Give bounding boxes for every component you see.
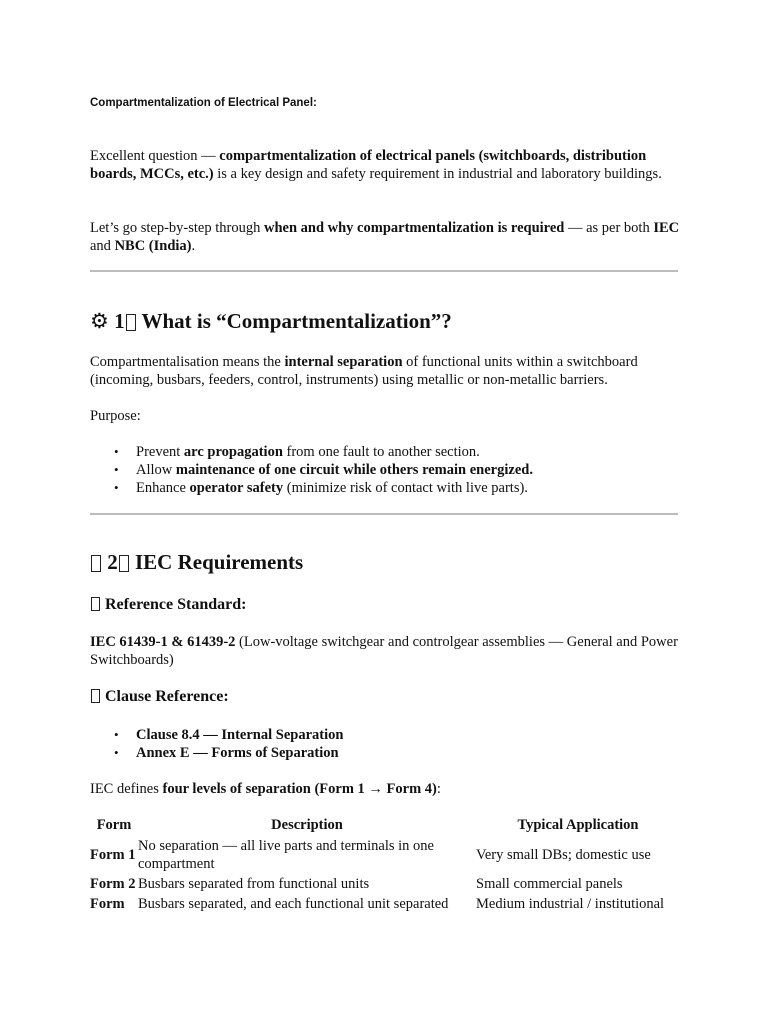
list-item <box>90 461 680 479</box>
purpose-list <box>90 443 680 497</box>
section-divider <box>90 513 678 515</box>
nbc-bold: NBC (India) <box>114 238 192 254</box>
column-header: Form <box>96 817 132 833</box>
iec-bold: IEC <box>653 220 680 236</box>
bullet-bold: operator safety <box>189 480 284 496</box>
form-cell: Form 2 <box>90 876 136 892</box>
missing-glyph-icon <box>91 689 100 703</box>
period-text: . <box>191 238 196 254</box>
missing-glyph-icon <box>126 314 136 331</box>
description-cell: Busbars separated from functional units <box>138 876 370 892</box>
bullet-text: Prevent <box>136 444 184 460</box>
clause-reference-heading <box>90 687 229 707</box>
bullet-text-end: (minimize risk of contact with live parts). <box>283 480 528 496</box>
section2-title: IEC Requirements <box>129 550 304 574</box>
forms-intro-paragraph <box>90 780 680 798</box>
table-row <box>90 836 680 874</box>
description-cell: No separation — all live parts and terminals in one compartment <box>138 838 434 872</box>
column-header: Description <box>271 817 343 833</box>
def-text: Compartmentalisation means the <box>90 354 285 370</box>
clause-heading-text: Clause Reference: <box>101 688 229 705</box>
application-cell: Very small DBs; domestic use <box>476 847 651 863</box>
intro-step-paragraph <box>90 219 680 255</box>
and-text: and <box>90 238 115 254</box>
standard-bold: IEC 61439-1 & 61439-2 <box>90 634 236 650</box>
application-cell: Small commercial panels <box>476 876 623 892</box>
step-bold-text: when and why compartmentalization is required <box>263 220 565 236</box>
bullet-text-end: from one fault to another section. <box>282 444 480 460</box>
standard-desc: (Low-voltage switchgear and controlgear assemblies — General and Power Switchboards) <box>90 634 678 668</box>
forms-table <box>90 816 680 914</box>
list-item <box>90 744 680 762</box>
bullet-bold: arc propagation <box>183 444 283 460</box>
missing-glyph-icon <box>91 555 101 572</box>
def-text-end: of functional units within a switchboard (incoming, busbars, feeders, control, instruments) using metallic or non-metallic barriers. <box>90 354 638 388</box>
list-item <box>90 479 680 497</box>
gear-icon: ⚙ <box>90 309 109 333</box>
application-cell: Medium industrial / institutional <box>476 896 665 912</box>
clause-text: Annex E — Forms of Separation <box>136 745 339 761</box>
def-bold-text: internal separation <box>284 354 403 370</box>
column-header: Typical Application <box>517 817 639 833</box>
bullet-bold: maintenance of one circuit while others remain energized. <box>175 462 533 478</box>
intro-bold-text: compartmentalization of electrical panels (switchboards, distribution boards, MCCs, etc.) <box>90 148 647 182</box>
bullet-text: Enhance <box>136 480 190 496</box>
form-cell: Form 1 <box>90 847 136 863</box>
document-title: Compartmentalization of Electrical Panel: <box>90 97 317 109</box>
purpose-label: Purpose: <box>90 408 141 424</box>
reference-paragraph <box>90 633 680 669</box>
reference-standard-heading <box>90 595 246 615</box>
defines-text: IEC defines <box>90 781 163 797</box>
clause-text: Clause 8.4 — Internal Separation <box>136 727 344 743</box>
defines-bold: four levels of separation (Form 1 → Form 4) <box>162 781 437 797</box>
list-item <box>90 443 680 461</box>
reference-heading-text: Reference Standard: <box>101 596 247 613</box>
definition-paragraph <box>90 353 680 389</box>
bullet-text: Allow <box>136 462 176 478</box>
description-cell: Busbars separated, and each functional unit separated <box>138 896 449 912</box>
section2-number: 2 <box>107 550 118 574</box>
step-text-mid: — as per both <box>564 220 654 236</box>
section1-title: What is “Compartmentalization”? <box>136 309 452 333</box>
section2-heading <box>90 549 303 575</box>
section-divider <box>90 270 678 272</box>
step-text: Let’s go step-by-step through <box>90 220 264 236</box>
table-header-row <box>90 816 680 836</box>
intro-paragraph <box>90 147 680 183</box>
section1-number: 1 <box>114 309 125 333</box>
form-cell: Form <box>90 896 125 912</box>
clause-list <box>90 726 680 762</box>
table-row <box>90 894 680 914</box>
list-item <box>90 726 680 744</box>
missing-glyph-icon <box>119 555 129 572</box>
defines-colon: : <box>436 781 441 797</box>
section1-heading <box>90 308 452 334</box>
table-row <box>90 874 680 894</box>
intro-text-end: is a key design and safety requirement in industrial and laboratory buildings. <box>213 166 662 182</box>
missing-glyph-icon <box>91 597 100 611</box>
intro-text: Excellent question — <box>90 148 220 164</box>
